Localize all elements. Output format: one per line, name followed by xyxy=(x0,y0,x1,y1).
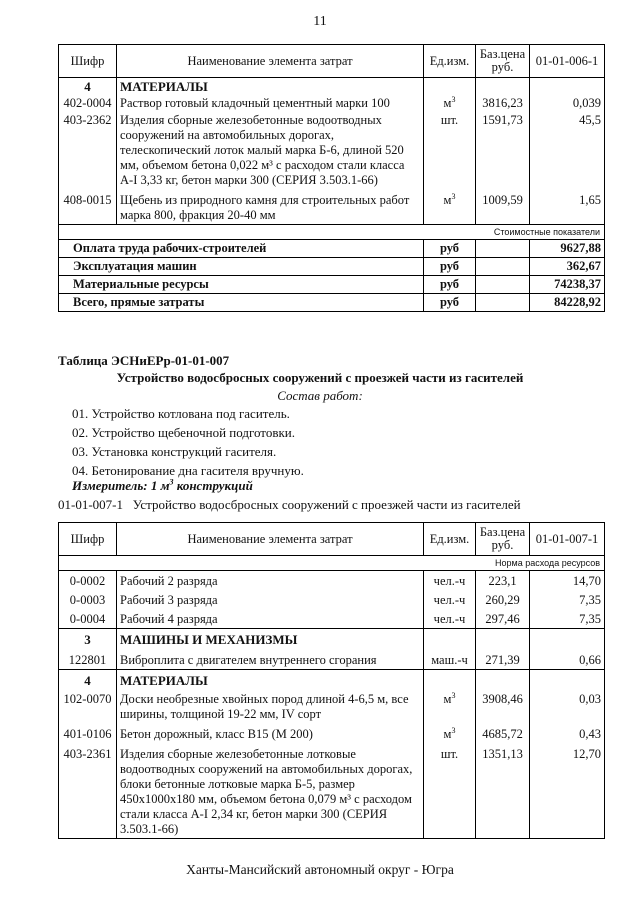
header-code-col: 01-01-006-1 xyxy=(530,45,605,78)
section-number: 3 xyxy=(59,629,117,649)
total-unit: руб xyxy=(424,240,476,258)
table-row xyxy=(59,112,605,189)
row-code: 122801 xyxy=(59,648,117,670)
row-price: 4685,72 xyxy=(476,723,530,743)
section-title: МАТЕРИАЛЫ xyxy=(117,670,424,690)
table-row xyxy=(59,743,605,839)
row-norm: 0,03 xyxy=(530,689,605,723)
header-code: Шифр xyxy=(59,523,117,556)
row-price: 260,29 xyxy=(476,590,530,609)
page-footer: Ханты-Мансийский автономный округ - Югра xyxy=(186,862,454,877)
row-name: Раствор готовый кладочный цементный марки 100 xyxy=(117,95,424,112)
total-label: Материальные ресурсы xyxy=(59,276,424,294)
row-norm: 12,70 xyxy=(530,743,605,839)
row-code: 0-0004 xyxy=(59,609,117,629)
total-row xyxy=(59,276,605,294)
section-number: 4 xyxy=(59,78,117,96)
table-row xyxy=(59,609,605,629)
row-price: 297,46 xyxy=(476,609,530,629)
work-item: 02. Устройство щебеночной подготовки. xyxy=(72,425,295,440)
row-norm: 0,43 xyxy=(530,723,605,743)
row-code: 0-0002 xyxy=(59,571,117,591)
row-price: 223,1 xyxy=(476,571,530,591)
row-unit: $м^3$ xyxy=(424,723,476,743)
row-name: Бетон дорожный, класс B15 (M 200) xyxy=(117,723,424,743)
works-title: Состав работ: xyxy=(277,388,363,403)
table-row xyxy=(59,723,605,743)
table-row xyxy=(59,571,605,591)
row-price: 3908,46 xyxy=(476,689,530,723)
row-norm: 0,66 xyxy=(530,648,605,670)
row-code: 401-0106 xyxy=(59,723,117,743)
work-item: 03. Установка конструкций гасителя. xyxy=(72,444,277,459)
cost-table-2 xyxy=(58,522,605,839)
meter-line: Измеритель: 1 $м^3$ конструкций xyxy=(72,477,253,493)
row-name: Изделия сборные железобетонные лотковые водоотводных сооружений на автомобильных дорогах, блоки бетонные лотковые марка Б-5, размер 450x1000x180 мм, объемом бетона 0,079 м³ с расходом стали класса А-I 2,34 кг, бетон марки 300 (СЕРИЯ 3.503.1-66) xyxy=(117,743,424,839)
page-number: 11 xyxy=(313,14,327,29)
total-row xyxy=(59,294,605,312)
row-code: 408-0015 xyxy=(59,189,117,225)
total-unit: руб xyxy=(424,258,476,276)
table-row xyxy=(59,95,605,112)
row-unit: $м^3$ xyxy=(424,689,476,723)
row-name: Виброплита с двигателем внутреннего сгорания xyxy=(117,648,424,670)
row-name: Доски необрезные хвойных пород длиной 4-6,5 м, все ширины, толщиной 19-22 мм, IV сорт xyxy=(117,689,424,723)
row-norm: 14,70 xyxy=(530,571,605,591)
row-unit: чел.-ч xyxy=(424,590,476,609)
section-row xyxy=(59,78,605,96)
total-value: 9627,88 xyxy=(530,240,605,258)
header-price: Баз.цена руб. xyxy=(476,523,530,556)
norm-label-row xyxy=(59,556,605,571)
total-label: Всего, прямые затраты xyxy=(59,294,424,312)
section-title: МАТЕРИАЛЫ xyxy=(117,78,424,96)
header-name: Наименование элемента затрат xyxy=(117,523,424,556)
row-norm: 0,039 xyxy=(530,95,605,112)
row-unit: маш.-ч xyxy=(424,648,476,670)
row-price: 271,39 xyxy=(476,648,530,670)
section-row xyxy=(59,670,605,690)
item-code: 01-01-007-1 xyxy=(58,497,123,512)
row-code: 402-0004 xyxy=(59,95,117,112)
table-row xyxy=(59,689,605,723)
row-code: 0-0003 xyxy=(59,590,117,609)
row-unit: шт. xyxy=(424,743,476,839)
row-norm: 45,5 xyxy=(530,112,605,189)
section-heading: Устройство водосбросных сооружений с проезжей части из гасителей xyxy=(116,370,524,385)
row-unit: чел.-ч xyxy=(424,571,476,591)
total-label: Эксплуатация машин xyxy=(59,258,424,276)
table-row xyxy=(59,648,605,670)
header-price: Баз.цена руб. xyxy=(476,45,530,78)
table-row xyxy=(59,590,605,609)
table-header-row xyxy=(59,523,605,556)
row-price: 1351,13 xyxy=(476,743,530,839)
row-unit: $м^3$ xyxy=(424,189,476,225)
header-unit: Ед.изм. xyxy=(424,523,476,556)
table-row xyxy=(59,189,605,225)
row-price: 3816,23 xyxy=(476,95,530,112)
row-unit: чел.-ч xyxy=(424,609,476,629)
cost-table-1 xyxy=(58,44,605,312)
row-name: Изделия сборные железобетонные водоотводных сооружений на автомобильных дорогах, телескопический лоток малый марка Б-6, длиной 520 мм, объемом бетона 0,022 м³ с расходом стали класса А-I 3,33 кг, бетон марки 300 (СЕРИЯ 3.503.1-66) xyxy=(117,112,424,189)
section-row xyxy=(59,629,605,649)
cost-indicators-row xyxy=(59,225,605,240)
item-name: Устройство водосбросных сооружений с проезжей части из гасителей xyxy=(132,497,521,512)
table-header-row xyxy=(59,45,605,78)
norm-label: Норма расхода ресурсов xyxy=(59,556,605,571)
row-name: Рабочий 3 разряда xyxy=(117,590,424,609)
row-code: 403-2362 xyxy=(59,112,117,189)
total-value: 362,67 xyxy=(530,258,605,276)
total-row xyxy=(59,240,605,258)
row-price: 1009,59 xyxy=(476,189,530,225)
header-name: Наименование элемента затрат xyxy=(117,45,424,78)
row-name: Рабочий 2 разряда xyxy=(117,571,424,591)
section-title: МАШИНЫ И МЕХАНИЗМЫ xyxy=(117,629,424,649)
row-norm: 7,35 xyxy=(530,609,605,629)
work-item: 01. Устройство котлована под гаситель. xyxy=(72,406,290,421)
row-norm: 1,65 xyxy=(530,189,605,225)
total-unit: руб xyxy=(424,294,476,312)
table-title: Таблица ЭСНиЕРр-01-01-007 xyxy=(58,353,230,368)
section-number: 4 xyxy=(59,670,117,690)
row-name: Рабочий 4 разряда xyxy=(117,609,424,629)
item-line xyxy=(58,497,521,513)
row-code: 102-0070 xyxy=(59,689,117,723)
header-code: Шифр xyxy=(59,45,117,78)
total-value: 84228,92 xyxy=(530,294,605,312)
total-label: Оплата труда рабочих-строителей xyxy=(59,240,424,258)
cost-indicators-label: Стоимостные показатели xyxy=(59,225,605,240)
header-unit: Ед.изм. xyxy=(424,45,476,78)
row-code: 403-2361 xyxy=(59,743,117,839)
row-norm: 7,35 xyxy=(530,590,605,609)
total-value: 74238,37 xyxy=(530,276,605,294)
work-item: 04. Бетонирование дна гасителя вручную. xyxy=(72,463,304,478)
total-row xyxy=(59,258,605,276)
row-name: Щебень из природного камня для строительных работ марка 800, фракция 20-40 мм xyxy=(117,189,424,225)
total-unit: руб xyxy=(424,276,476,294)
header-code-col: 01-01-007-1 xyxy=(530,523,605,556)
row-price: 1591,73 xyxy=(476,112,530,189)
row-unit: $м^3$ xyxy=(424,95,476,112)
row-unit: шт. xyxy=(424,112,476,189)
